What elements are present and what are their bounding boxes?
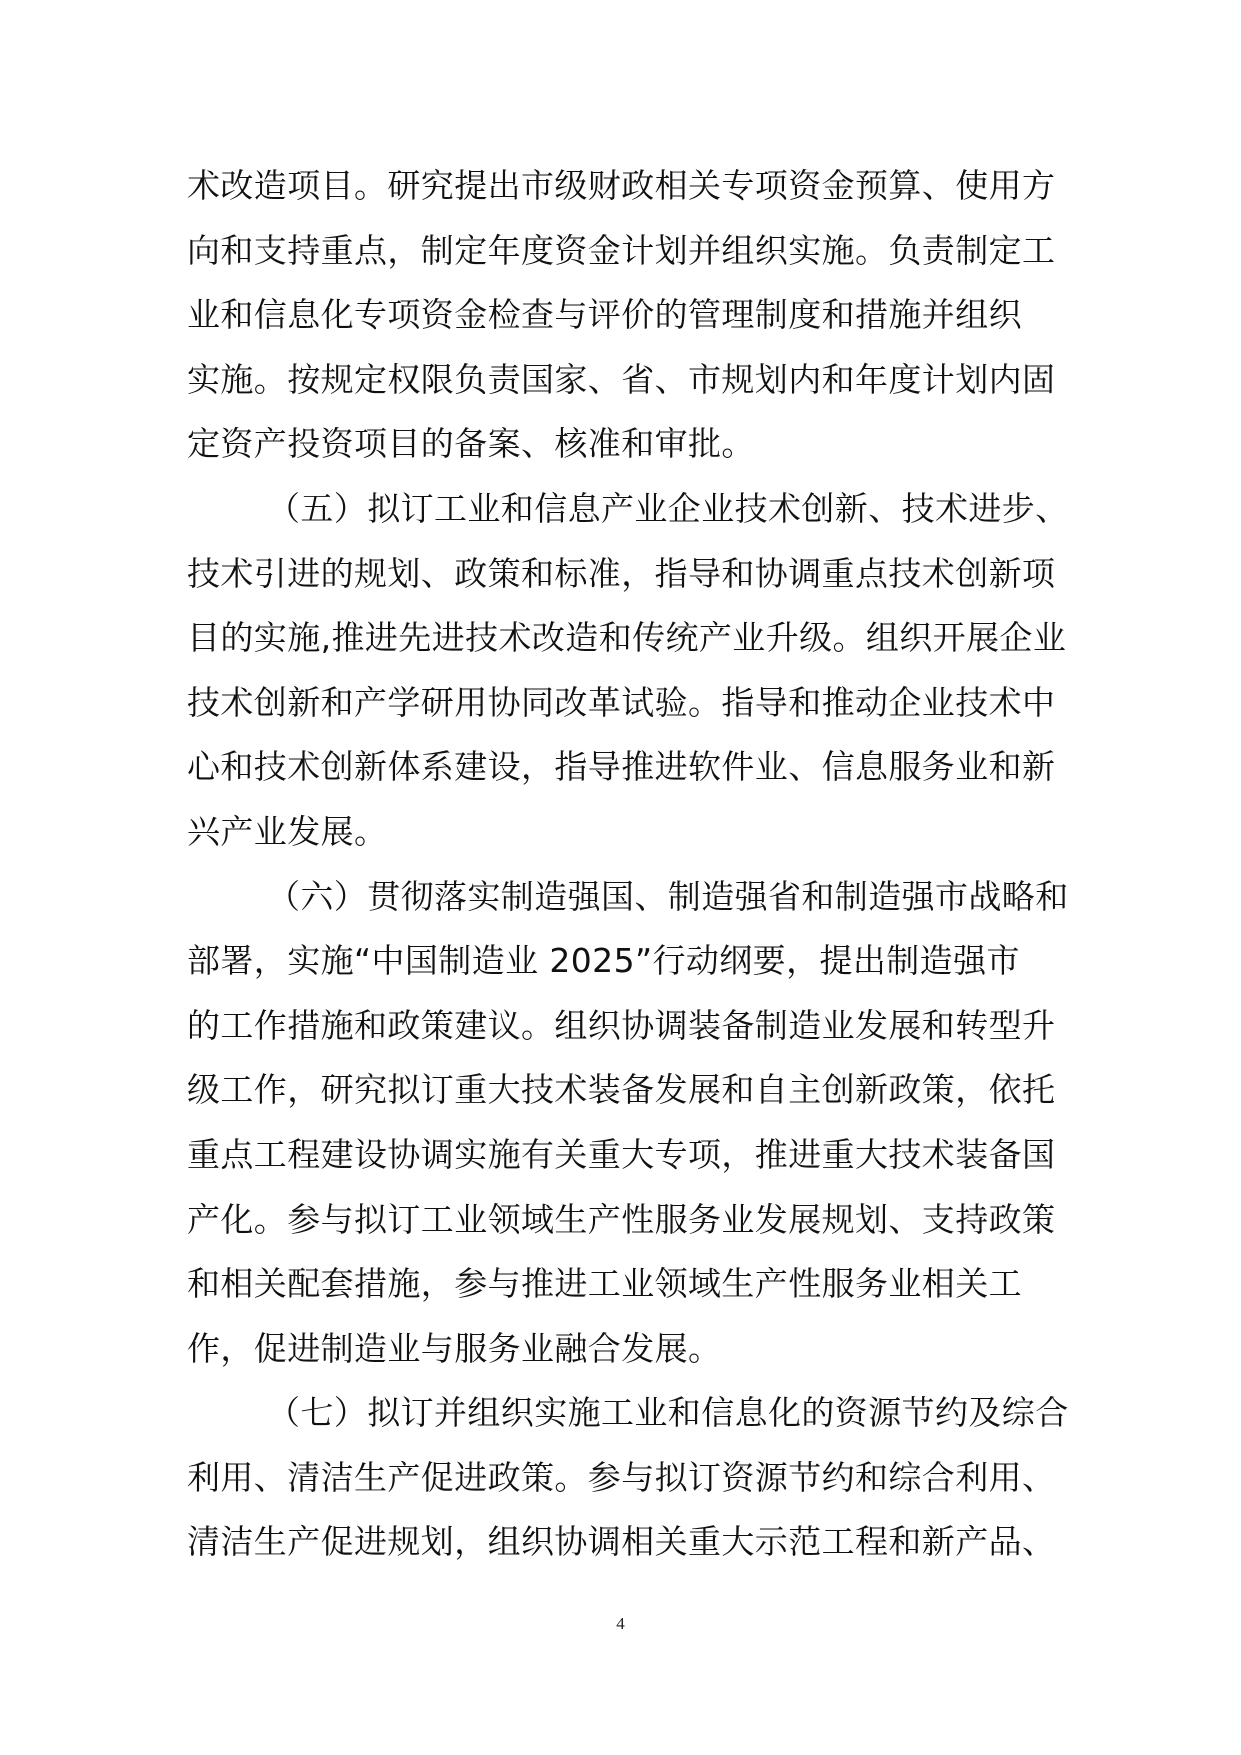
text-line: 技术创新和产学研用协同改革试验。指导和推动企业技术中	[187, 682, 1056, 722]
text-line: 目的实施,推进先进技术改造和传统产业升级。组织开展企业	[187, 618, 1067, 658]
text-line: 利用、清洁生产促进政策。参与拟订资源节约和综合利用、	[187, 1457, 1056, 1497]
text-line: 定资产投资项目的备案、核准和审批。	[187, 424, 755, 464]
text-line: 兴产业发展。	[187, 811, 388, 851]
text-line: 心和技术创新体系建设，指导推进软件业、信息服务业和新	[187, 747, 1056, 787]
text-line: 向和支持重点，制定年度资金计划并组织实施。负责制定工	[187, 230, 1056, 270]
page-number: 4	[616, 1614, 625, 1633]
text-line: （七）拟订并组织实施工业和信息化的资源节约及综合	[267, 1393, 1069, 1433]
text-line: 术改造项目。研究提出市级财政相关专项资金预算、使用方	[187, 166, 1056, 205]
text-line: 业和信息化专项资金检查与评价的管理制度和措施并组织	[187, 295, 1022, 335]
text-line: 的工作措施和政策建议。组织协调装备制造业发展和转型升	[187, 1005, 1056, 1045]
text-line: 重点工程建设协调实施有关重大专项，推进重大技术装备国	[187, 1134, 1056, 1174]
text-line: 清洁生产促进规划，组织协调相关重大示范工程和新产品、	[187, 1522, 1056, 1562]
text-line: 技术引进的规划、政策和标准，指导和协调重点技术创新项	[187, 553, 1056, 593]
text-line: 作，促进制造业与服务业融合发展。	[187, 1328, 722, 1368]
text-line: 实施。按规定权限负责国家、省、市规划内和年度计划内固	[187, 359, 1056, 399]
text-line: 级工作，研究拟订重大技术装备发展和自主创新政策，依托	[187, 1070, 1056, 1110]
text-line: 和相关配套措施，参与推进工业领域生产性服务业相关工	[187, 1264, 1022, 1304]
body-text	[187, 154, 1069, 1575]
text-line: 部署，实施“中国制造业 2025”行动纲要，提出制造强市	[187, 941, 1020, 981]
text-line: 产化。参与拟订工业领域生产性服务业发展规划、支持政策	[187, 1199, 1056, 1239]
text-line: （六）贯彻落实制造强国、制造强省和制造强市战略和	[267, 876, 1069, 916]
text-line: （五）拟订工业和信息产业企业技术创新、技术进步、	[267, 488, 1069, 528]
